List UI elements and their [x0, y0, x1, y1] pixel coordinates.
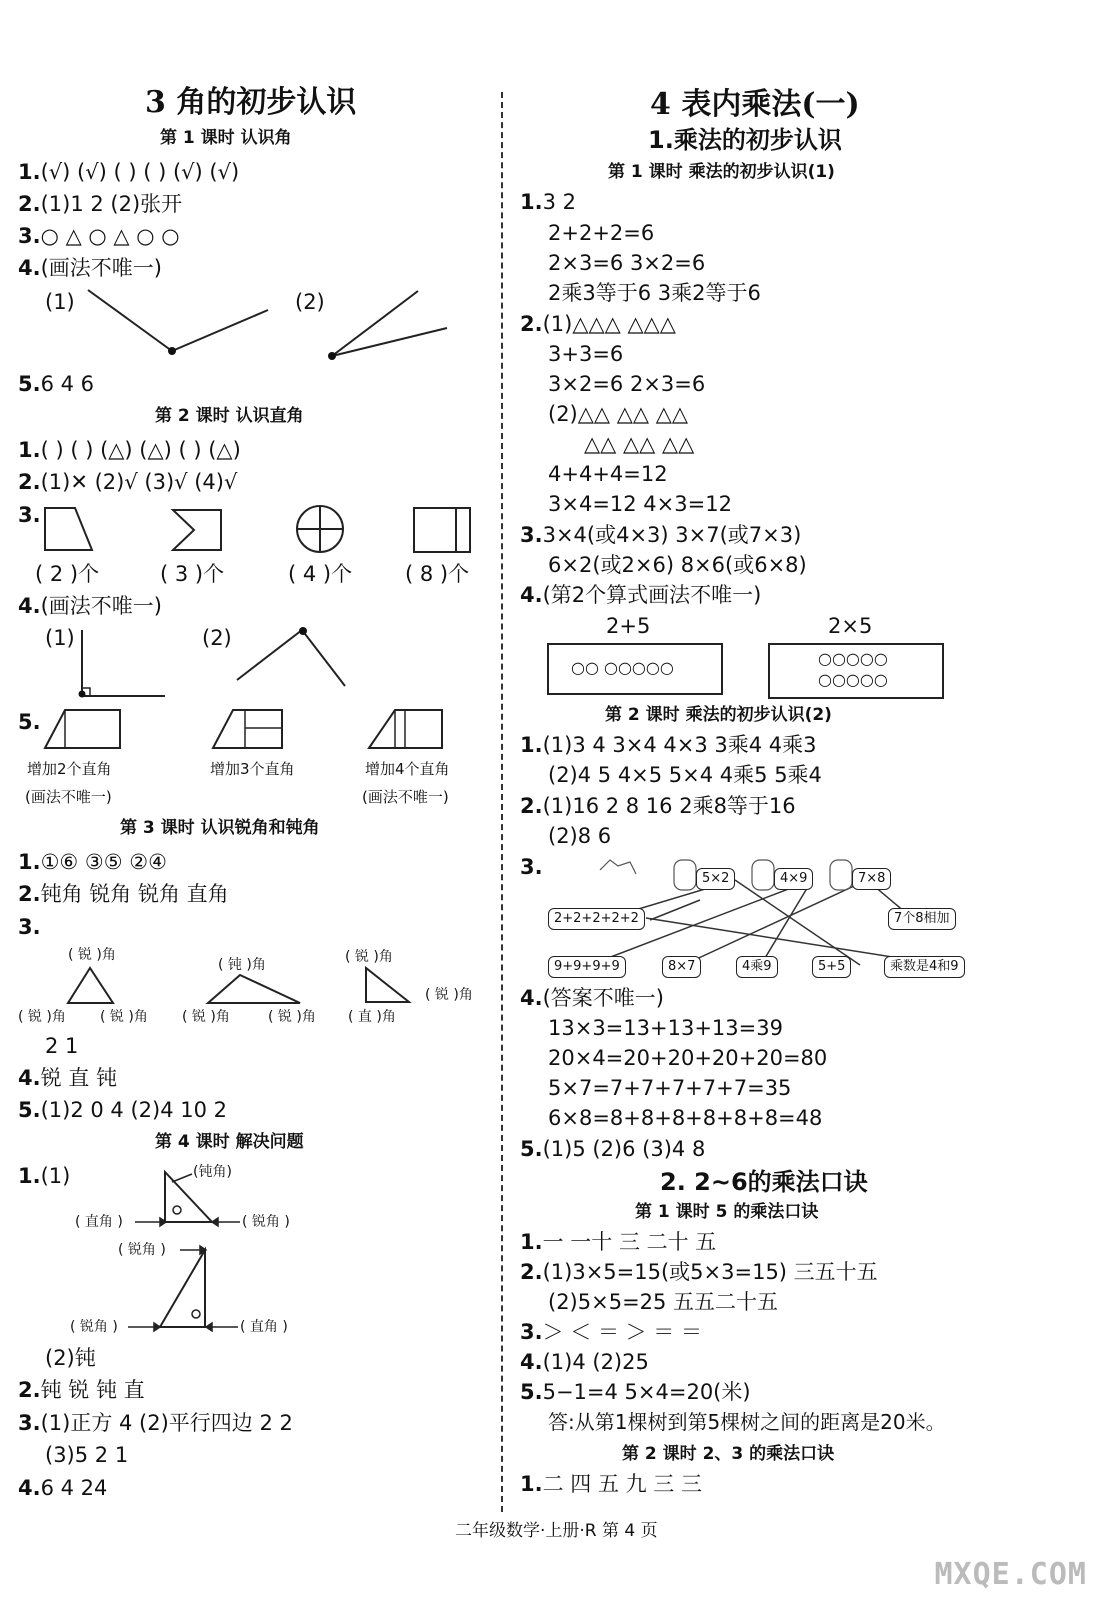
answer-line: 1.3 2	[520, 190, 576, 214]
lesson-heading: 第 2 课时 认识直角	[155, 406, 304, 426]
circles: ○○ ○○○○○	[571, 658, 674, 677]
page-footer: 二年级数学·上册·R 第 4 页	[455, 1521, 658, 1541]
answer-line: (2)钝	[45, 1346, 96, 1370]
angle-label: ( 钝 )角	[218, 957, 266, 973]
answer-line: 1.①⑥ ③⑤ ②④	[18, 850, 167, 874]
answer-line: 2.(1)1 2 (2)张开	[18, 192, 183, 216]
answer-line: (3)5 2 1	[45, 1443, 129, 1467]
angle-label: ( 锐角 )	[118, 1242, 166, 1258]
answer-line: 2.(1)3×5=15(或5×3=15) 三五十五	[520, 1260, 878, 1284]
answer-line: △△ △△ △△	[584, 432, 695, 456]
section-title: 1.乘法的初步认识	[648, 126, 842, 154]
question-number: 3.	[18, 503, 41, 527]
answer-line: 5.(1)5 (2)6 (3)4 8	[520, 1137, 706, 1161]
match-card-mid: 7个8相加	[888, 908, 956, 930]
match-card-bottom: 5+5	[812, 956, 851, 978]
answer-line: 2.(1)✕ (2)√ (3)√ (4)√	[18, 470, 238, 494]
answer-line: 1.二 四 五 九 三 三	[520, 1472, 702, 1496]
answer-line: (2)8 6	[548, 824, 612, 848]
answer-line: 2 1	[45, 1034, 79, 1058]
sub-label: (1)	[45, 626, 75, 650]
answer-line: (2)5×5=25 五五二十五	[548, 1290, 779, 1314]
answer-line: 6×2(或2×6) 8×6(或6×8)	[548, 553, 807, 577]
answer-line: 3.(1)正方 4 (2)平行四边 2 2	[18, 1411, 293, 1435]
shape-note: 增加3个直角	[210, 760, 295, 778]
match-card-top: 4×9	[774, 868, 813, 890]
question-number: 3.	[18, 915, 41, 939]
answer-line: 13×3=13+13+13=39	[548, 1016, 783, 1040]
answer-line: 1.(1)	[18, 1164, 71, 1188]
answer-line: 4+4+4=12	[548, 462, 668, 486]
answer-line: 1.一 一十 三 二十 五	[520, 1230, 717, 1254]
angle-label: ( 锐 )角	[345, 949, 393, 965]
watermark: MXQE.COM	[934, 1557, 1087, 1592]
circles: ○○○○○	[818, 670, 888, 689]
lesson-heading: 第 3 课时 认识锐角和钝角	[120, 818, 320, 838]
answer-line: 4.6 4 24	[18, 1476, 108, 1500]
answer-line: 1.( ) ( ) (△) (△) ( ) (△)	[18, 438, 241, 462]
match-card-top: 5×2	[696, 868, 735, 890]
chapter-3-title: 3 角的初步认识	[145, 85, 357, 120]
answer-line: 6×8=8+8+8+8+8+8=48	[548, 1106, 823, 1130]
answer-line: 2.(1)16 2 8 16 2乘8等于16	[520, 794, 796, 818]
match-card-bottom: 9+9+9+9	[548, 956, 626, 978]
answer-line: 5.5−1=4 5×4=20(米)	[520, 1380, 751, 1404]
answer-line: 2×3=6 3×2=6	[548, 251, 706, 275]
answer-line: 4.(答案不唯一)	[520, 986, 664, 1010]
angle-label: ( 锐 )角	[68, 947, 116, 963]
match-card-bottom: 乘数是4和9	[884, 956, 965, 978]
answer-line: 4.(画法不唯一)	[18, 256, 162, 280]
answer-line: 2.钝角 锐角 锐角 直角	[18, 882, 229, 906]
answer-line: 4.(1)4 (2)25	[520, 1350, 649, 1374]
angle-label: ( 直角 )	[240, 1319, 288, 1335]
count-label: ( 4 )个	[288, 562, 353, 586]
answer-line: 4.锐 直 钝	[18, 1066, 117, 1090]
count-label: ( 8 )个	[405, 562, 470, 586]
shape-note: 增加4个直角	[365, 760, 450, 778]
lesson-heading: 第 4 课时 解决问题	[155, 1132, 304, 1152]
angle-label: ( 锐 )角	[18, 1009, 66, 1025]
answer-line: 3.3×4(或4×3) 3×7(或7×3)	[520, 523, 802, 547]
answer-sentence: 答:从第1棵树到第5棵树之间的距离是20米。	[548, 1410, 946, 1434]
angle-label: ( 锐 )角	[268, 1009, 316, 1025]
chapter-4-title: 4 表内乘法(一)	[650, 87, 860, 122]
lesson-heading: 第 2 课时 乘法的初步认识(2)	[605, 705, 832, 725]
answer-line: 5.6 4 6	[18, 372, 95, 396]
question-number: 3.	[520, 855, 543, 879]
answer-line: 2.(1)△△△ △△△	[520, 312, 676, 336]
angle-label: ( 锐 )角	[100, 1009, 148, 1025]
expression: 2×5	[828, 614, 873, 638]
match-card-top: 7×8	[852, 868, 891, 890]
angle-label: ( 锐角 )	[242, 1214, 290, 1230]
lesson-heading: 第 1 课时 乘法的初步认识(1)	[608, 162, 835, 182]
answer-line: 3×2=6 2×3=6	[548, 372, 706, 396]
answer-line: 3×4=12 4×3=12	[548, 492, 732, 516]
sub-label: (1)	[45, 290, 75, 314]
lesson-heading: 第 2 课时 2、3 的乘法口诀	[622, 1444, 835, 1464]
angle-label: ( 锐 )角	[182, 1009, 230, 1025]
answer-line: 5.(1)2 0 4 (2)4 10 2	[18, 1098, 227, 1122]
answer-line: 2.钝 锐 钝 直	[18, 1378, 145, 1402]
lesson-heading: 第 1 课时 5 的乘法口诀	[635, 1202, 819, 1222]
shape-note: 增加2个直角	[27, 760, 112, 778]
sub-label: (2)	[202, 626, 232, 650]
match-card-bottom: 8×7	[662, 956, 701, 978]
answer-line: 3+3=6	[548, 342, 624, 366]
answer-line: 4.(第2个算式画法不唯一)	[520, 583, 762, 607]
count-label: ( 3 )个	[160, 562, 225, 586]
lesson-heading: 第 1 课时 认识角	[160, 128, 292, 148]
angle-label: (钝角)	[193, 1164, 232, 1180]
answer-line: 3.○ △ ○ △ ○ ○	[18, 224, 180, 248]
angle-label: ( 锐 )角	[425, 987, 473, 1003]
answer-line: (2)4 5 4×5 5×4 4乘5 5乘4	[548, 763, 822, 787]
section-title: 2. 2~6的乘法口诀	[660, 1168, 868, 1196]
answer-line: 20×4=20+20+20+20=80	[548, 1046, 828, 1070]
shape-note: (画法不唯一)	[362, 788, 449, 806]
answer-line: 5×7=7+7+7+7+7=35	[548, 1076, 792, 1100]
answer-line: 2乘3等于6 3乘2等于6	[548, 281, 761, 305]
angle-label: ( 锐角 )	[70, 1319, 118, 1335]
count-label: ( 2 )个	[35, 562, 100, 586]
answer-line: 4.(画法不唯一)	[18, 594, 162, 618]
match-card-bottom: 4乘9	[736, 956, 778, 978]
match-card-mid: 2+2+2+2+2	[548, 908, 645, 930]
answer-line: (2)△△ △△ △△	[548, 402, 688, 426]
circles: ○○○○○	[818, 649, 888, 668]
answer-line: 1.(1)3 4 3×4 4×3 3乘4 4乘3	[520, 733, 817, 757]
answer-line: 2+2+2=6	[548, 221, 655, 245]
angle-label: ( 直 )角	[348, 1009, 396, 1025]
question-number: 5.	[18, 710, 41, 734]
answer-line: 3.＞ ＜ ＝ ＞ ＝ ＝	[520, 1320, 702, 1344]
answer-line: 1.(√) (√) ( ) ( ) (√) (√)	[18, 160, 240, 184]
sub-label: (2)	[295, 290, 325, 314]
expression: 2+5	[606, 614, 651, 638]
shape-note: (画法不唯一)	[25, 788, 112, 806]
angle-label: ( 直角 )	[75, 1214, 123, 1230]
